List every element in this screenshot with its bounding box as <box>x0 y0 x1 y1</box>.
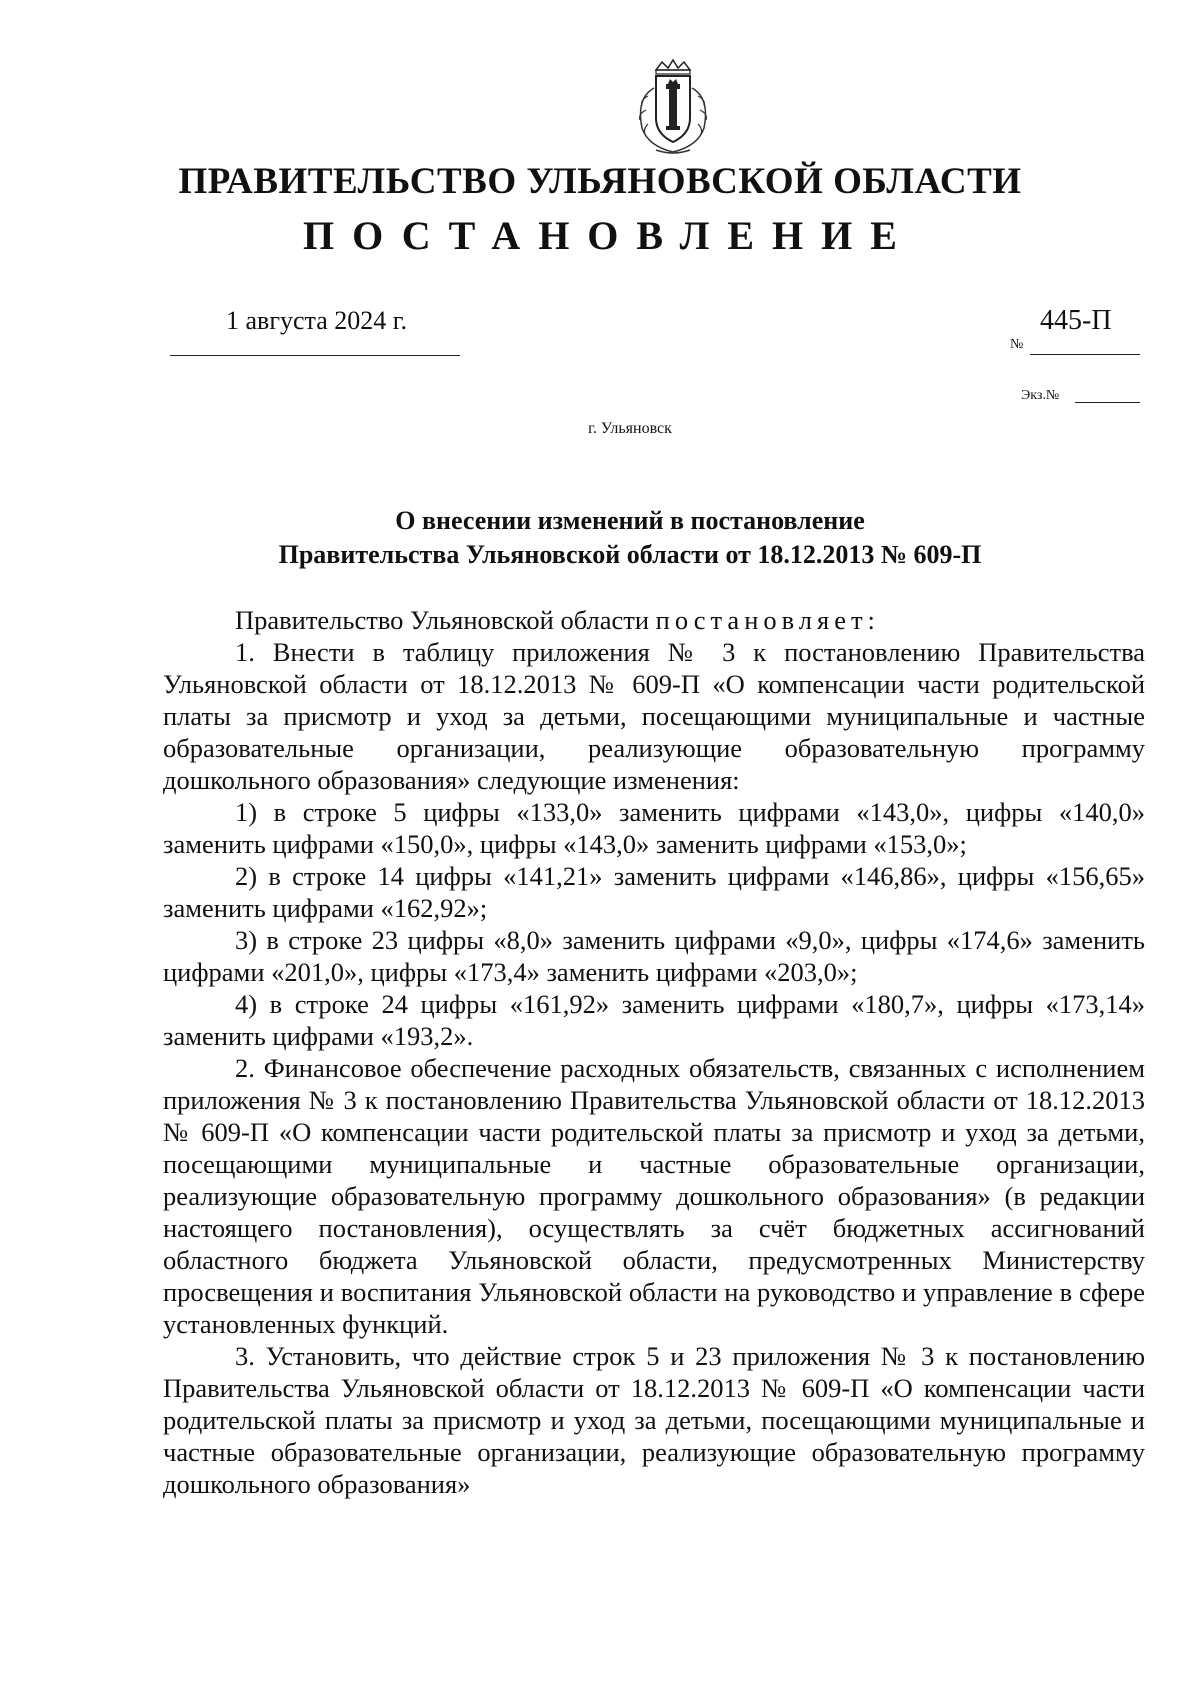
document-subject <box>0 504 1200 572</box>
document-body <box>163 604 1145 1500</box>
preamble-text: Правительство Ульяновской области <box>235 605 650 635</box>
date-underline <box>170 355 460 356</box>
paragraph-2: 2. Финансовое обеспечение расходных обязательств, связанных с исполнением приложения № 3 к постановлению Правительства Ульяновской области от 18.12.2013 № 609-П «О компенсации части родительской платы за присмотр и уход за детьми, посещающими муниципальные и частные образовательные организации, реализующие образовательную программу дошкольного образования» (в редакции настоящего постановления), осуществлять за счёт бюджетных ассигнований областного бюджета Ульяновской области, предусмотренных Министерству просвещения и воспитания Ульяновской области на руководство и управление в сфере установленных функций. <box>163 1053 1145 1339</box>
paragraph-1-item-2: 2) в строке 14 цифры «141,21» заменить цифрами «146,86», цифры «156,65» заменить цифрами «162,92»; <box>163 861 1145 923</box>
paragraph-1-item-4: 4) в строке 24 цифры «161,92» заменить цифрами «180,7», цифры «173,14» заменить цифрами «193,2». <box>163 989 1145 1051</box>
copy-number-label: Экз.№ <box>1021 388 1060 403</box>
preamble-verb: постановляет: <box>655 605 880 635</box>
document-date: 1 августа 2024 г. <box>226 306 407 335</box>
government-title: ПРАВИТЕЛЬСТВО УЛЬЯНОВСКОЙ ОБЛАСТИ <box>178 161 1022 202</box>
subject-line-2: Правительства Ульяновской области от 18.12.2013 № 609-П <box>278 540 982 569</box>
coat-of-arms-icon <box>618 58 728 158</box>
copy-number-underline <box>1075 402 1140 403</box>
number-label: № <box>1010 337 1024 352</box>
paragraph-1-item-1: 1) в строке 5 цифры «133,0» заменить цифрами «143,0», цифры «140,0» заменить цифрами «150,0», цифры «143,0» заменить цифрами «153,0»; <box>163 797 1145 859</box>
paragraph-3: 3. Установить, что действие строк 5 и 23 приложения № 3 к постановлению Правительства Ульяновской области от 18.12.2013 № 609-П «О компенсации части родительской платы за присмотр и уход за детьми, посещающими муниципальные и частные образовательные организации, реализующие образовательную программу дошкольного образования» <box>163 1341 1145 1499</box>
document-number: 445-П <box>1040 305 1112 336</box>
issue-city: г. Ульяновск <box>588 420 672 437</box>
document-type-title: ПОСТАНОВЛЕНИЕ <box>303 213 915 258</box>
subject-line-1: О внесении изменений в постановление <box>395 506 865 535</box>
paragraph-1-item-3: 3) в строке 23 цифры «8,0» заменить цифрами «9,0», цифры «174,6» заменить цифрами «201,0», цифры «173,4» заменить цифрами «203,0»; <box>163 925 1145 987</box>
preamble <box>163 604 1145 636</box>
paragraph-1: 1. Внести в таблицу приложения № 3 к постановлению Правительства Ульяновской области от 18.12.2013 № 609-П «О компенсации части родительской платы за присмотр и уход за детьми, посещающими муниципальные и частные образовательные организации, реализующие образовательную программу дошкольного образования» следующие изменения: <box>163 637 1145 795</box>
number-underline <box>1030 354 1140 355</box>
